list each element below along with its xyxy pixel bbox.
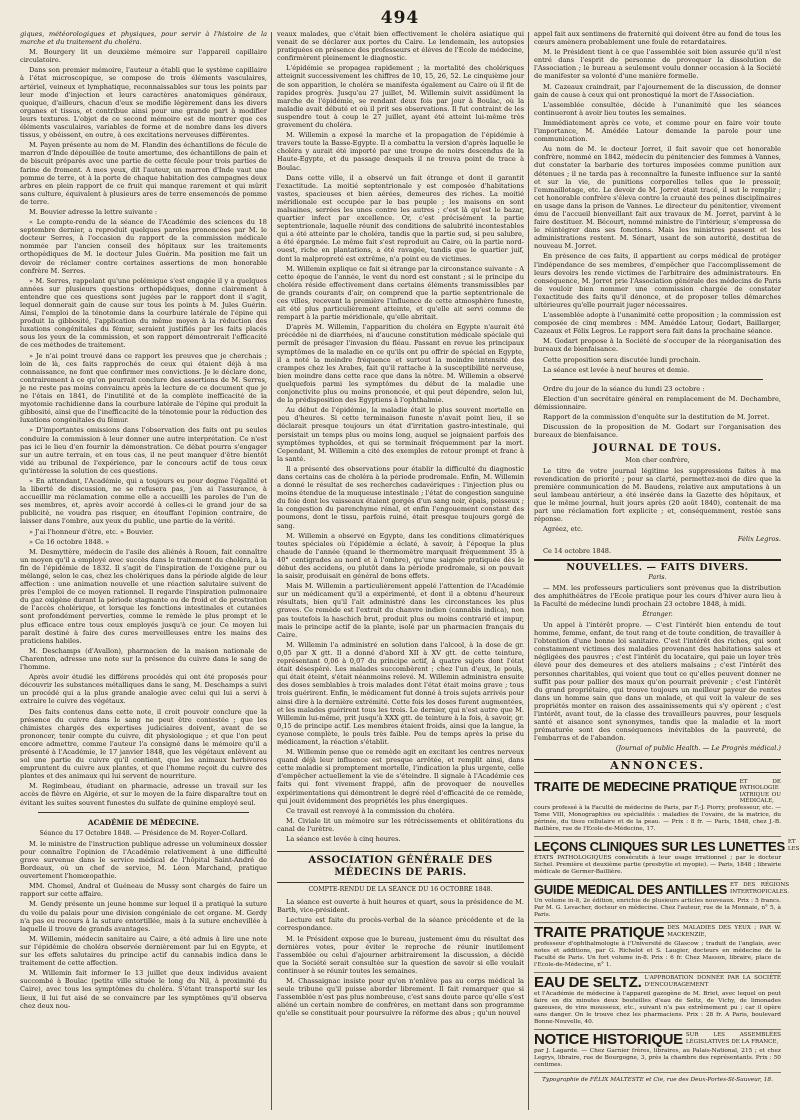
paragraph: En présence de ces faits, il appartient au corps médical de protéger l'indépendance de ses membres, d'empêcher que l'accomplissement de leurs devoirs les rende victimes de l'arbitraire des administrateurs. En conséquence, M. Jorret prie l'Association générale des médecins de Paris de vouloir bien nommer une commission chargée de constater l'exactitude des faits qu'il dénonce, et de proposer telles démarches ultérieures qu'elle pourrait juger nécessaires. — [534, 252, 781, 309]
paragraph: M. Desmyttère, médecin de l'asile des aliénés à Rouen, fait connaître un moyen qu'il a employé avec succès dans le traitement du choléra, à la fin de l'épidémie de 1832. Il s'agit de l'inspiration de l'oxigène pur ou mélangé, selon le cas, chez les cholériques dans la période algide de leur affection : une animation nouvelle et une réaction salutaire suivent de près l'emploi de ce moyen rationnel. Il regarde l'inspiration pulmonaire du gaz oxigène durant la période stagnante ou de froid et de prostration de l'accès cholérique, et lorsque les fonctions intestinales et cutanées sont profondément perverties, comme le remède le plus prompt et le plus efficace entre tous ceux employés jusqu'à ce jour. Ce moyen lui paraît destiné à faire des cures merveilleuses entre les mains des praticiens habiles. — [20, 547, 267, 645]
paragraph: M. Cazeaux craindrait, par l'ajournement de la discussion, de donner gain de cause à ceux qui ont pronostiqué la mort de l'Association. — [534, 82, 781, 99]
paragraph: M. Willemin a exposé la marche et la propagation de l'épidémie à travers toute la Basse-Egypte. Il a combattu la version d'après laquelle le choléra y aurait été importé par une troupe de noirs descendus de la Haute-Egypte, et du passage desquels il ne trouva point de trace à Boulac. — [277, 131, 524, 172]
paragraph: Lecture est faite du procès-verbal de la séance précédente et de la correspondance. — [277, 916, 524, 933]
paragraph: La séance est levée à cinq heures. — [286, 835, 401, 843]
paragraph: M. le Président tient à ce que l'assemblée soit bien assurée qu'il n'est entré dans l'esprit de personne de provoquer la dissolution de l'Association ; le bureau a seulement voulu donner occasion à la Société de manifester sa volonté d'une manière formelle. — [534, 48, 781, 81]
advertisement — [534, 837, 800, 880]
page-header — [0, 8, 800, 30]
paragraph: Des faits contenus dans cette note, il croit pouvoir conclure que la présence du cuivre dans le sang ne peut être contestée ; que les chimistes chargés des expertises judiciaires doivent, avant de se prononcer, tenir compte du cuivre, dit physiologique ; et que l'on peut encore admettre, comme l'auteur l'a consigné dans le mémoire qu'il a présenté à l'Académie, le 17 janvier 1848, que les végétaux enlèvent au sol une partie du cuivre qu'il contient, que les animaux herbivores empruntent du cuivre aux plantes, et que l'homme reçoit du cuivre des plantes et des animaux qui lui servent de nourriture. — [20, 707, 267, 781]
ad-text: professeur d'ophthalmologie à l'Université de Glascow ; traduit de l'anglais, avec notes et additions, par G. Richelot et S. Laugier, docteurs en médecine de la Faculté de Paris. Un fort volume in-8. Prix : 6 fr. Chez Masson, libraire, place de l'Ecole-de-Médecine, n° 1. — [534, 940, 781, 968]
paragraph: M. Regimbeau, étudiant en pharmacie, adresse un travail sur les accès de fièvre en Algérie, et sur le moyen de la faire disparaître tout en évitant les suites souvent funestes du sulfate de quinine employé seul. — [20, 782, 267, 807]
paragraph: » M. Serres, rappelant qu'une polémique s'est engagée il y a quelques années sur plusieurs questions orthopédiques, donne clairement à entendre que ces questions sont jugées par le rapport dont il s'agit, lequel donnerait gain de cause sur tous les points à M. Jules Guérin. Ainsi, l'emploi de la ténotomie dans la courbure latérale de l'épine qui produit la gibbosité, l'application du même moyen à la réduction des luxations congénitales du fémur, seraient justifiés par les faits placés sous les yeux de la commission, et son rapport démontrerait l'efficacité de ces méthodes de traitement. — [20, 276, 267, 350]
paragraph: Mais M. Willemin a particulièrement appelé l'attention de l'Académie sur un médicament qu'il a expérimenté, et dont il a obtenu d'heureux résultats, bien qu'il l'ait administré dans les circonstances les plus graves. Ce remède est l'extrait du chanvre indien (cannabis indica), non pas toutefois la haschich brut, produit plus ou moins contrarié et impur, mais le principe actif de la plante, isolé par un pharmacien français du Caire. — [277, 582, 524, 639]
ad-tagline: L'APPROBATION DONNÉE PAR LA SOCIÉTÉ D'ENCOURAGEMENT — [644, 974, 781, 988]
paragraph: Après avoir étudié les différens procédés qui ont été proposés pour découvrir les substances métalliques dans le sang, M. Deschamps a suivi un procédé qui a la plus grande analogie avec celui qui lui a servi à extraire le cuivre des végétaux. — [20, 673, 267, 706]
ad-text: cours professé à la Faculté de médecine de Paris, par F.-J. Piorry, professeur, etc. — Tome VIII, Monographies ou spécialités : maladies de l'ovaire, de la matrice, du périnée, du tissu cellulaire et de la peau. — Prix : 8 fr. — Paris, 1848, chez J.-B. Baillière, rue de l'Ecole-de-Médecine, 17. — [534, 804, 781, 832]
ad-headline: NOTICE HISTORIQUE — [534, 1030, 683, 1048]
paragraph: MM. Chomel, Andral et Guéneau de Mussy sont chargés de faire un rapport sur cette affaire. — [20, 882, 267, 899]
section-title-journal: JOURNAL DE TOUS. — [593, 443, 722, 455]
source-citation: (Journal of public Health. — Le Progrès médical.) — [615, 744, 781, 753]
paragraph: » En attendant, l'Académie, qui a toujours eu pour dogme l'égalité et la liberté de discussion, ne se refusera pas, j'en ai l'assurance, à accueillir ma réclamation comme elle a accueilli les paroles de l'un de ses membres, et, après avoir accordé à celles-ci le grand jour de sa publicité, ne voudra pas risquer, en étouffant l'opinion contraire, de laisser dans l'ombre, aux yeux du public, une partie de la vérité. — [20, 476, 267, 526]
paragraph: M. Chassaignac insiste pour qu'on n'enlève pas au corps médical la seule tribune qu'il puisse aborder librement. Il fait remarquer que si l'assemblée n'est pas plus nombreuse, c'est sans doute parce qu'elle s'est aliéné un certain nombre de confrères, en mettant dans son programme qu'elle se constituait pour poursuivre la réforme des abus ; qu'un nouvel — [277, 977, 524, 1018]
section-title-annonces: ANNONCES. — [534, 759, 781, 773]
paragraph: Ce travail est renvoyé à la commission du choléra. — [286, 806, 455, 815]
paragraph: M. Payen présente au nom de M. Flandin des échantillons de fécule de marron d'Inde dépouillée de toute amertume, des échantillons de pain et de biscuit préparés avec une partie de cette fécule pour trois parties de farine de froment. A mes yeux, dit l'auteur, un marron d'Inde vaut une pomme de terre, et à la porte de chaque habitation des campagnes deux arbres en plein rapport de ce fruit qui manque rarement et qui mûrit sans culture, équivalent à plusieurs ares de terre ensemencés de pomme de terre. — [20, 141, 267, 206]
section-divider — [552, 379, 763, 380]
paragraph: veaux malades, que c'était bien effectivement le choléra asiatique qui venait de se déclarer aux portes du Caire. Le lendemain, les autopsies pratiquées en présence des professeurs et élèves de l'Ecole de médecine, confirmèrent pleinement le diagnostic. — [277, 30, 524, 63]
paragraph: Dans son premier mémoire, l'auteur a établi que le système capillaire à l'état microscopique, se compose de trois éléments vasculaires, artériel, veineux et lymphatique, reconnaissables sur tous les points par leur mode d'injection et leurs caractères anatomiques généraux, quoique, d'ailleurs, chacun d'eux se modifie légèrement dans les divers organes et tissus, et contribue ainsi pour une grande part à modifier leurs textures. L'objet de ce second mémoire est de montrer que ces éléments vasculaires, variables de forme et de nombre dans les divers tissus, y obéissent, en outre, à ces excitations nerveuses différentes. — [20, 66, 267, 140]
paragraph: M. Deschamps (d'Avallon), pharmacien de la maison nationale de Charenton, adresse une note sur la présence du cuivre dans le sang de l'homme. — [20, 646, 267, 672]
paragraph: D'après M. Willemin, l'apparition du choléra en Egypte n'aurait été précédée ni de diarrhées, ni d'aucune constitution médicale spéciale qui permît de présager l'invasion du fléau. Passant en revue les principaux symptômes de la maladie en ce qu'ils ont pu offrir de spécial en Egypte, il a noté la moindre fréquence et surtout la moindre intensité des crampes chez les Arabes, fait qu'il rattache à la susceptibilité nerveuse, bien moindre dans cette race que dans la nôtre. M. Willemin a observé quelquefois parmi les symptômes du début de la maladie une conjonctivite plus ou moins prononcée, et qui peut dépendre, selon lui, de la prédisposition des Egyptiens à l'ophthalmie. — [277, 323, 524, 405]
ad-text: Un volume in-8, 2e édition, enrichie de plusieurs articles nouveaux. Prix : 5 francs. Par M. G. Levacher, docteur en médecine. Chez l'auteur, rue de la Monnaie, n° 5, à Paris. — [534, 897, 781, 918]
paragraph: M. le Président expose que le bureau, justement ému du résultat des dernières votes, pour éviter le reproche de réunir inutilement l'assemblée ou celui d'ajourner arbitrairement la discussion, a décidé que la Société serait consultée sur la question de savoir si elle voulait continuer à se réunir toutes les semaines. — [277, 934, 524, 975]
ad-headline: LEÇONS CLINIQUES SUR LES LUNETTES — [534, 838, 785, 854]
paragraph: M. Willemin a observé en Egypte, dans les conditions climatériques toutes spéciales où l'épidémie a éclaté, à savoir, à l'époque la plus chaude de l'année (quand le thermomètre marquait fréquemment 35 à 40° centigrades au nord et à l'ombre), qu'une saignée pratiquée dès le début des accidens, ou plutôt dans la période prodromale, si on pouvait la saisir, produisait en général de bons effets. — [277, 531, 524, 581]
paragraph: M. Bourgery lit un deuxième mémoire sur l'appareil capillaire circulatoire. — [20, 48, 267, 65]
paragraph: Election d'un secrétaire général en remplacement de M. Dechambre, démissionnaire. — [534, 394, 781, 411]
paragraph: Au début de l'épidémie, la maladie était le plus souvent mortelle en peu d'heures. Si cette terminaison funeste n'avait point lieu, il se déclarait presque toujours un état d'irritation gastro-intestinale, qui persistait un temps plus ou moins long, auquel se joignaient parfois des symptômes typhoïdes, et qui se terminait fréquemment par la mort. Cependant, M. Willemin a cité des exemples de retour prompt et franc à la santé. — [277, 406, 524, 463]
page-number: 494 — [380, 8, 420, 28]
section-subtitle-etranger: Étranger. — [642, 609, 673, 618]
ad-text: ÉTATS PATHOLOGIQUES consécutifs à leur usage irrationnel ; par le docteur Sichel. Première et deuxième partie (presbytie et myopie). — Paris, 1848 ; librairie médicale de Germer-Baillière. — [534, 854, 781, 875]
paragraph: M. Willemin fait informer le 13 juillet que deux individus avaient succombé à Boulac (petite ville située le long du Nil, à proximité du Caire), avec tous les symptômes du choléra. S'étant transporté sur les lieux, il lui fut aisé de se convaincre par les symptômes qu'il observa chez deux nou- — [20, 969, 267, 1010]
section-subtitle-paris: Paris. — [648, 572, 667, 581]
ad-tagline: ET DES RÉGIONS INTERTROPICALES. — [730, 881, 790, 895]
paragraph: M. Gendy présente un jeune homme sur lequel il a pratiqué la suture du voile du palais pour une division congéniale de cet organe. M. Gerdy n'a pas eu recours à la suture entortillée, mais à la suture enchevillée à laquelle il trouve de grands avantages. — [20, 900, 267, 933]
column-divider-2 — [528, 32, 529, 1110]
letter-greeting: Mon cher confrère, — [625, 456, 690, 465]
ad-tagline: SUR LES ASSEMBLÉES LÉGISLATIVES DE LA FRANCE, — [685, 1031, 781, 1045]
section-subtitle-academie: Séance du 17 Octobre 1848. — Présidence de M. Royer-Collard. — [39, 828, 248, 837]
ad-headline: TRAITE DE MEDECINE PRATIQUE — [534, 778, 737, 794]
paragraph: L'assemblée consultée, décide à l'unanimité que les séances continueront à avoir lieu toutes les semaines. — [534, 100, 781, 117]
paragraph: Il a présenté des observations pour établir la difficulté du diagnostic dans certains cas de choléra à la période prodromale. Enfin, M. Willemin a donné le résultat de ses recherches cadavériques : l'injection plus ou moins étendue de la muqueuse intestinale ; l'état de congestion sanguine du foie dont les vaisseaux étaient gorgés d'un sang noir, épais, poisseux ; la congestion du parenchyme rénal, et enfin l'engouement constant des poumons, dont le tissu, parfois ruiné, était presque toujours gorgé de sang. — [277, 464, 524, 530]
column-2 — [277, 30, 524, 1112]
section-title-association: ASSOCIATION GÉNÉRALE DES MÉDECINS DE PARIS. — [277, 851, 524, 883]
paragraph: La séance est levée à neuf heures et demie. — [543, 365, 690, 374]
paragraph: appel fait aux sentimens de fraternité qui doivent être au fond de tous les cœurs amènera probablement une foule de retardataires. — [534, 30, 781, 47]
section-divider — [38, 812, 249, 813]
column-divider-1 — [271, 32, 272, 1110]
paragraph: L'épidémie se propagea rapidement ; la mortalité des cholériques atteignit successivement les chiffres de 10, 15, 26, 52. Le cinquième jour de son apparition, le choléra se manifesta également au Caire où il fit de rapides progrès. Jusqu'au 27 juillet, M. Willemin suivit assidûment la marche de l'épidémie, se rendant deux fois par jour à Boulac, où la maladie avait débuté et où il prit ses observations. Il fut contraint de les suspendre tout à coup le 27 juillet, ayant été atteint lui-même très gravement du choléra. — [277, 64, 524, 130]
ad-headline: GUIDE MEDICAL DES ANTILLES — [534, 881, 727, 897]
advertisement — [534, 1030, 781, 1073]
paragraph: — MM. les professeurs particuliers sont prévenus que la distribution des amphithéâtres de l'Ecole pratique pour les cours d'hiver aura lieu à la Faculté de médecine lundi prochain 23 octobre 1848, à midi. — [534, 583, 781, 608]
printer-imprint: Typographie de FÉLIX MALTESTE et Cie, rue des Deux-Portes-St-Sauveur, 18. — [542, 1076, 773, 1083]
paragraph: M. Willemin explique ce fait si étrange par la circonstance suivante : A cette époque de l'année, le vent du nord est constant ; si le principe du choléra réside effectivement dans certains éléments transmissibles par de grands courants d'air, on comprend que la partie septentrionale de ces villes, recevant la première l'influence de cette atmosphère funeste, ait été plus particulièrement atteinte, et qu'elle ait servi comme de rempart à la partie méridionale, qu'elle abritait. — [277, 264, 524, 322]
advertisement — [534, 777, 781, 837]
ad-headline: EAU DE SELTZ. — [534, 973, 642, 991]
letter-date: Ce 14 octobre 1848. — [543, 547, 612, 556]
paragraph: Discussion de la proposition de M. Godart sur l'organisation des bureaux de bienfaisance. — [534, 423, 781, 440]
paragraph: M. Willemin pense que ce remède agit en excitant les centres nerveux quand déjà leur influence est presque arrêtée, et remplit ainsi, dans cette maladie si promptement mortelle, l'indication la plus urgente, celle d'empêcher actuellement la vie de s'éteindre. Il signale à l'Académie ces faits qui font vivement frappé, afin de provoquer de nouvelles expérimentations qui démontrent le degré réel d'efficacité de ce remède, qui jouit évidemment des propriétés les plus énergiques. — [277, 748, 524, 805]
ad-text: par J. Lagarde. — Chez Garnier frères, libraires, au Palais-National, 215 ; et chez Legrys, libraire, rue de Bourgogne, 3, près la chambre des représentants. Prix : 50 centimes. — [534, 1047, 781, 1068]
section-title-nouvelles: NOUVELLES. — FAITS DIVERS. — [534, 559, 781, 572]
paragraph: » Ce 16 octobre 1848. » — [29, 537, 110, 546]
advertisement — [534, 923, 781, 973]
paragraph: giques, météorologiques et physiques, pour servir à l'histoire de la marche et du traitement du choléra. — [20, 30, 267, 47]
column-1 — [20, 30, 267, 1112]
paragraph: « Le compte-rendu de la séance de l'Académie des sciences du 18 septembre dernier, a reproduit quelques paroles prononcées par M. le docteur Serres, à l'occasion du rapport de la commission médicale nommée par l'ancien conseil des hôpitaux sur les traitements orthopédiques de M. le docteur Jules Guérin. Ma position me fait un devoir de réclamer contre certaines assertions de mon honorable confrère M. Serres. — [20, 218, 267, 275]
paragraph: » D'importantes omissions dans l'observation des faits ont pu seules conduire la commission à leur donner une autre interprétation. Ce n'est pas ici le lieu d'en fournir la démonstration. Ce débat pourra s'engager sur un autre terrain, et en tous cas, il ne peut manquer d'être bientôt vidé au tribunal de l'expérience, par le concours actif de tous ceux qu'intéresse la solution de ces questions. — [20, 426, 267, 475]
paragraph: » J'ai l'honneur d'être, etc. » Bouvier. — [29, 527, 154, 536]
paragraph: Immédiatement après ce vote, et comme pour en faire voir toute l'importance, M. Amédée Latour demande la parole pour une communication. — [534, 118, 781, 144]
ad-tagline: ET DE PATHOLOGIE IATRIQUE OU MÉDICALE, — [739, 778, 781, 805]
paragraph: Le titre de votre journal légitime les suppressions faites à ma revendication de priorité ; pour sa clarté, permettez-moi de dire que la première communication de M. Baudens, relative aux amputations à un seul lambeau antérieur, a été insérée dans la Gazette des hôpitaux, et que le même journal, huit jours après (20 août 1840), contenait de ma part une réclamation fort explicite ; et, conséquemment, restée sans réponse. — [534, 466, 781, 524]
ad-text: et l'Académie de médecine à l'appareil gazogène de M. Briet, avec lequel on peut faire en dix minutes deux bouteilles d'eau de Seltz, de Vichy, de limonades gazeuses, de vins mousseux, etc., suivant n'a pas extrêmement pu ; car il opère sans danger. On le trouve chez les pharmaciens. Prix : 28 fr. A Paris, boulevard Bonne-Nouvelle, 40. — [534, 990, 781, 1025]
paragraph: Un appel à l'intérêt propre. — C'est l'intérêt bien entendu de tout homme, femme, enfant, de tout rang et de toute condition, de travailler à l'obtention d'une bonne loi sanitaire. C'est l'intérêt des riches, qui sont constamment victimes des maladies provenant des habitations sales et négligées des pauvres ; c'est l'intérêt du locataire, qui paie un loyer très élevé pour des demeures et des ateliers malsains ; c'est l'intérêt des personnes charitables, qui voient que tout ce qu'elles peuvent donner ne suffit pas pour pallier des maux qu'on pourrait prévenir ; c'est l'intérêt du grand propriétaire, qui trouve toujours un meilleur payeur de rentes dans un homme sain que dans un malade, et qui voit la valeur de ses propriétés monter en raison des assainissements qui s'y opèrent ; c'est l'intérêt, avant tout, de la classe des travailleurs pauvres, pour lesquels santé et aisance sont synonymes, tandis que la maladie et la mort prématurée sont des conséquences inévitables de la pauvreté, de l'embarras et de l'abandon. — [534, 621, 781, 743]
paragraph: M. Willemin, médecin sanitaire au Caire, a été admis à lire une note sur l'épidémie de choléra observée dernièrement par lui en Egypte, et sur les effets salutaires du principe actif du cannabis indica dans le traitement de cette affection. — [20, 934, 267, 968]
column-3 — [534, 30, 800, 1112]
advertisement — [534, 880, 790, 923]
ad-tagline: ET LES — [787, 838, 800, 852]
section-subtitle-association: COMPTE-RENDU DE LA SÉANCE DU 16 OCTOBRE 1848. — [308, 886, 493, 894]
paragraph: Rapport de la commission d'enquête sur la destitution de M. Jorret. — [543, 413, 770, 422]
paragraph: Ordre du jour de la séance du lundi 23 octobre : — [543, 384, 705, 393]
paragraph: M. Civiale lit un mémoire sur les rétrécissements et oblitérations du canal de l'urètre. — [277, 816, 524, 833]
paragraph: Au nom de M. le docteur Jorret, il fait savoir que cet honorable confrère, nommé en 1842, médecin du pénitencier des femmes à Vannes, dut constater la barbarie des tortures imposées comme punition aux détenues ; il ne tarda pas à reconnaître la funeste influence sur la santé et sur la vie, de punitions corporelles telles que le pressoir, l'emmaillotage, etc. Le devoir de M. Jorret était tracé, il sut le remplir ; cet honorable confrère s'éleva contre la cruauté des peines disciplinaires en usage dans la prison de Vannes. Le directeur du pénitentier, vivement ému de l'accueil bienveillant fait aux travaux de M. Jorret, parvint à le faire destituer. M. Bécourt, nommé ministre de l'intérieur, s'empressa de le réintégrer dans ses fonctions. Mais les ministres passent et les administrations restent. M. Sénart, usant de son autorité, destitua de nouveau M. Jorret. — [534, 145, 781, 251]
paragraph: Agréez, etc. — [543, 525, 583, 534]
paragraph: M. Willemin l'a administré en solution dans l'alcool, à la dose de gr. 0,05 par X gtt. Il a donné d'abord XII à XV gtt. de cette teinture, représentant 0,06 à 0,07 du principe actif, à quatre sujets dont l'état était désespéré. Les malades succombèrent ; chez l'un d'eux, le pouls, qui était éteint, s'était néanmoins relevé. M. Willemin administra ensuite des doses semblables à trois malades dont l'état était moins grave ; tous trois guérirent. Enfin, le médicament fut donné à trois sujets arrivés pour ainsi dire à la dernière extrémité. Cette fois les doses furent augmentées, et les malades guérirent tous les trois. Le dernier, qui n'est autre que M. Willemin lui-même, prit jusqu'à XXX gtt. de teinture à la fois, à savoir, gr. 0,15 de principe actif. Les membres étaient froids, ainsi que la langue, la cyanose complète, le pouls très faible. Peu de temps après la prise du médicament, la réaction s'établit. — [277, 640, 524, 746]
paragraph: La séance est ouverte à huit heures et quart, sous la présidence de M. Barth, vice-président. — [277, 898, 524, 915]
letter-signature: Félix Legros. — [737, 535, 781, 544]
paragraph: L'assemblée adopte à l'unanimité cette proposition ; la commission est composée de cinq membres : MM. Amédée Latour, Godart, Baillarger, Cazeaux et Félix Legros. Le rapport sera fait dans la prochaine séance. — [534, 311, 781, 336]
paragraph: Dans cette ville, il a observé un fait étrange et dont il garantit l'exactitude. La moitié septentrionale y est composée d'habitations vastes, spacieuses et bien aérées, demeures des riches. La moitié méridionale est occupée par le bas peuple ; les maisons en sont malsaines, serrées les unes contre les autres ; c'est là qu'est le bazar, quartier infect par excellence. Or, c'est précisément la partie septentrionale, laquelle réunit des conditions de salubrité incontestables qui a été atteinte par le choléra, tandis que la partie sud, si peu salubre, a été épargnée. Le même fait s'est reproduit au Caire, où la partie nord-ouest, riche en plantations, a été ravagée, tandis que le quartier juif, dont la malpropreté est extrême, n'a point eu de victimes. — [277, 173, 524, 263]
paragraph: M. le ministre de l'instruction publique adresse un volumineux dossier pour connaître l'opinion de l'Académie relativement à une difficulté grave survenue dans le service médical de l'hôpital Saint-André de Bordeaux, où un chef de service, M. Léon Marchand, pratique ouvertement l'homœopathie. — [20, 839, 267, 881]
paragraph: M. Bouvier adresse la lettre suivante : — [29, 207, 158, 216]
ad-headline: TRAITE PRATIQUE — [534, 923, 665, 941]
paragraph: Cette proposition sera discutée lundi prochain. — [543, 355, 701, 364]
advertisement — [534, 973, 781, 1030]
ad-tagline: DES MALADIES DES YEUX ; PAR W. MACKENZIE, — [667, 924, 781, 938]
section-title-academie: ACADÉMIE DE MÉDECINE. — [88, 817, 199, 827]
paragraph: » Je n'ai point trouvé dans ce rapport les preuves que je cherchais ; loin de là, ces faits rapprochés de ceux qui étaient déjà à ma connaissance, ne font que confirmer mes convictions. Je le déclare donc, contrairement à ce qu'on pourrait conclure des assertions de M. Serres, je ne reste pas moins convaincu après la lecture de ce document que je ne l'étais en 1841, de l'inutilité et de la complète inefficacité de la myotomie rachidienne dans la courbure latérale de l'épine qui produit la gibbosité, ainsi que de l'inefficacité de la ténotomie pour la réduction des luxations congénitales du fémur. — [20, 351, 267, 425]
paragraph: M. Godart propose à la Société de s'occuper de la réorganisation des bureaux de bienfaisance. — [534, 337, 781, 354]
